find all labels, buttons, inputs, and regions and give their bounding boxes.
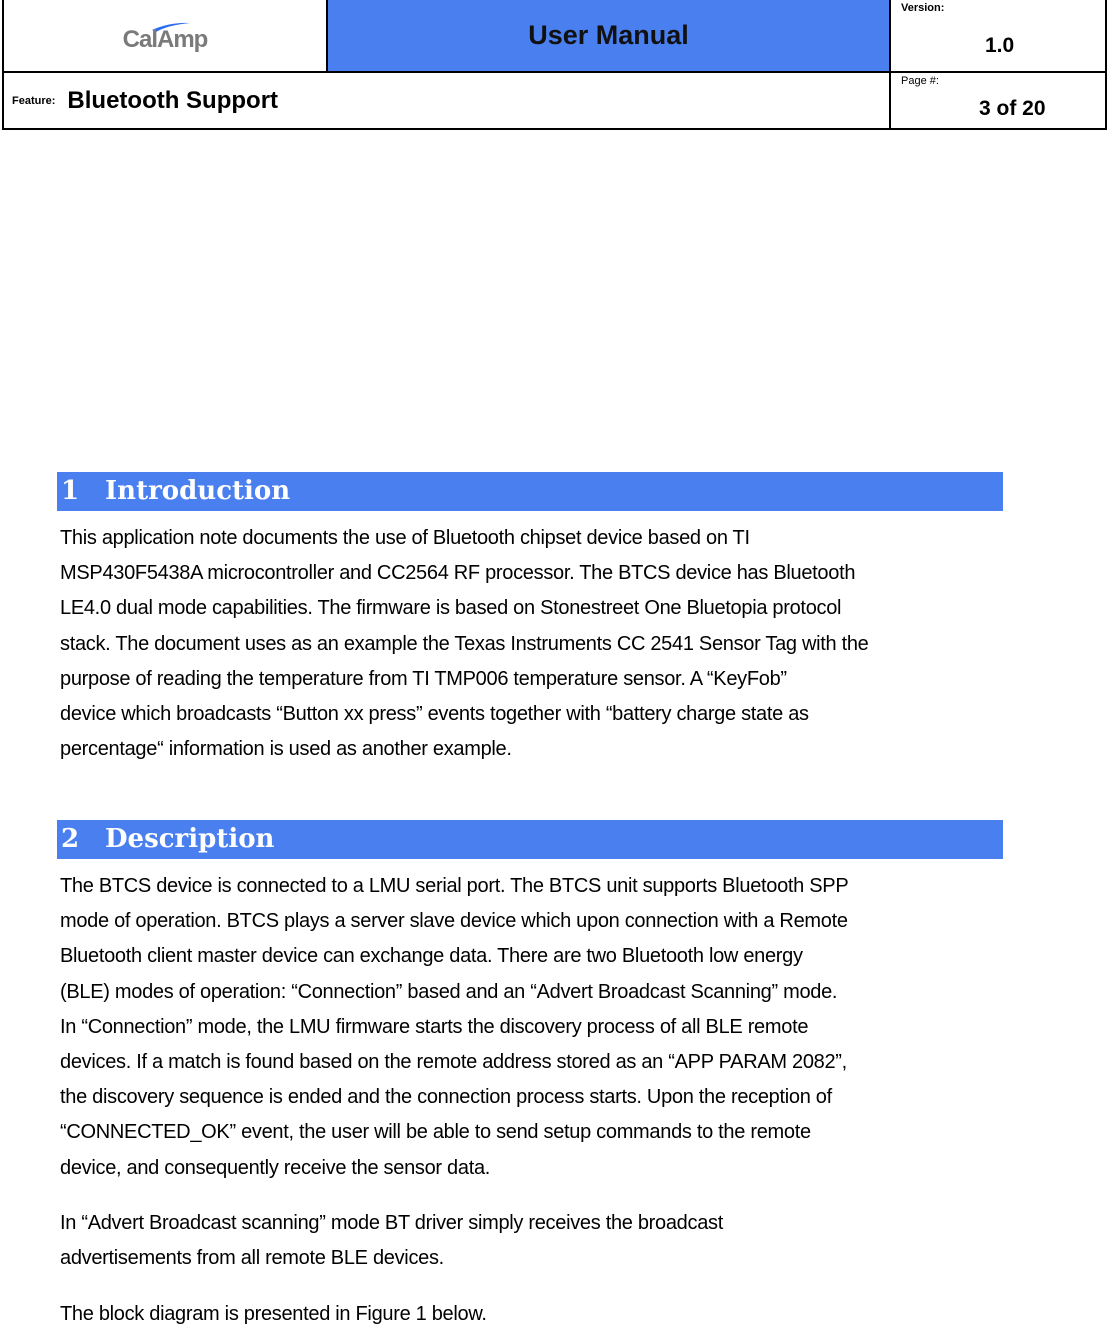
text-line: MSP430F5438A microcontroller and CC2564 RF processor. The BTCS device has Bluetooth bbox=[60, 562, 856, 585]
logo-cell bbox=[4, 0, 328, 73]
section-number: 2 bbox=[61, 824, 80, 854]
text-line: The BTCS device is connected to a LMU serial port. The BTCS unit supports Bluetooth SPP bbox=[60, 875, 849, 897]
version-cell bbox=[889, 0, 1107, 73]
section-number: 1 bbox=[61, 476, 80, 506]
page-header bbox=[2, 0, 1107, 130]
text-line: LE4.0 dual mode capabilities. The firmware is based on Stonestreet One Bluetopia protocol bbox=[60, 597, 842, 620]
text-line: “CONNECTED_OK” event, the user will be able to send setup commands to the remote bbox=[60, 1121, 811, 1144]
section-title: Description bbox=[105, 824, 275, 854]
description-paragraph-1 bbox=[60, 869, 848, 1186]
page-cell bbox=[889, 73, 1107, 128]
page-number: 3 of 20 bbox=[979, 97, 1046, 120]
text-line: stack. The document uses as an example the Texas Instruments CC 2541 Sensor Tag with the bbox=[60, 632, 869, 655]
text-line: purpose of reading the temperature from TI TMP006 temperature sensor. A “KeyFob” bbox=[60, 667, 787, 690]
text-line: In “Advert Broadcast scanning” mode BT driver simply receives the broadcast bbox=[60, 1212, 723, 1234]
text-line: percentage“ information is used as another example. bbox=[60, 738, 512, 761]
text-line: device which broadcasts “Button xx press” events together with “battery charge state as bbox=[60, 702, 809, 725]
text-line: The block diagram is presented in Figure 1 below. bbox=[60, 1303, 487, 1325]
document-title: User Manual bbox=[328, 0, 889, 73]
text-line: This application note documents the use of Bluetooth chipset device based on TI bbox=[60, 527, 750, 549]
text-line: (BLE) modes of operation: “Connection” based and an “Advert Broadcast Scanning” mode. bbox=[60, 980, 838, 1003]
text-line: In “Connection” mode, the LMU firmware starts the discovery process of all BLE remote bbox=[60, 1015, 809, 1038]
text-line: devices. If a match is found based on the remote address stored as an “APP PARAM 2082”, bbox=[60, 1050, 847, 1073]
svg-text:CalAmp: CalAmp bbox=[122, 25, 208, 52]
text-line: mode of operation. BTCS plays a server slave device which upon connection with a Remote bbox=[60, 910, 848, 933]
description-paragraph-2 bbox=[60, 1206, 723, 1276]
text-line: the discovery sequence is ended and the connection process starts. Upon the reception of bbox=[60, 1086, 832, 1109]
page-label: Page #: bbox=[901, 75, 939, 87]
section-title: Introduction bbox=[105, 476, 291, 506]
intro-paragraph bbox=[60, 521, 869, 767]
version-value: 1.0 bbox=[985, 34, 1015, 57]
heading-description bbox=[57, 820, 1003, 859]
feature-cell bbox=[4, 73, 889, 128]
version-label: Version: bbox=[901, 2, 945, 14]
text-line: device, and consequently receive the sensor data. bbox=[60, 1156, 491, 1179]
text-line: Bluetooth client master device can exchange data. There are two Bluetooth low energy bbox=[60, 945, 803, 968]
calamp-logo bbox=[90, 20, 240, 52]
feature-label: Feature: bbox=[12, 94, 56, 107]
heading-introduction bbox=[57, 472, 1003, 511]
text-line: advertisements from all remote BLE devices. bbox=[60, 1247, 444, 1270]
feature-value: Bluetooth Support bbox=[67, 86, 279, 114]
